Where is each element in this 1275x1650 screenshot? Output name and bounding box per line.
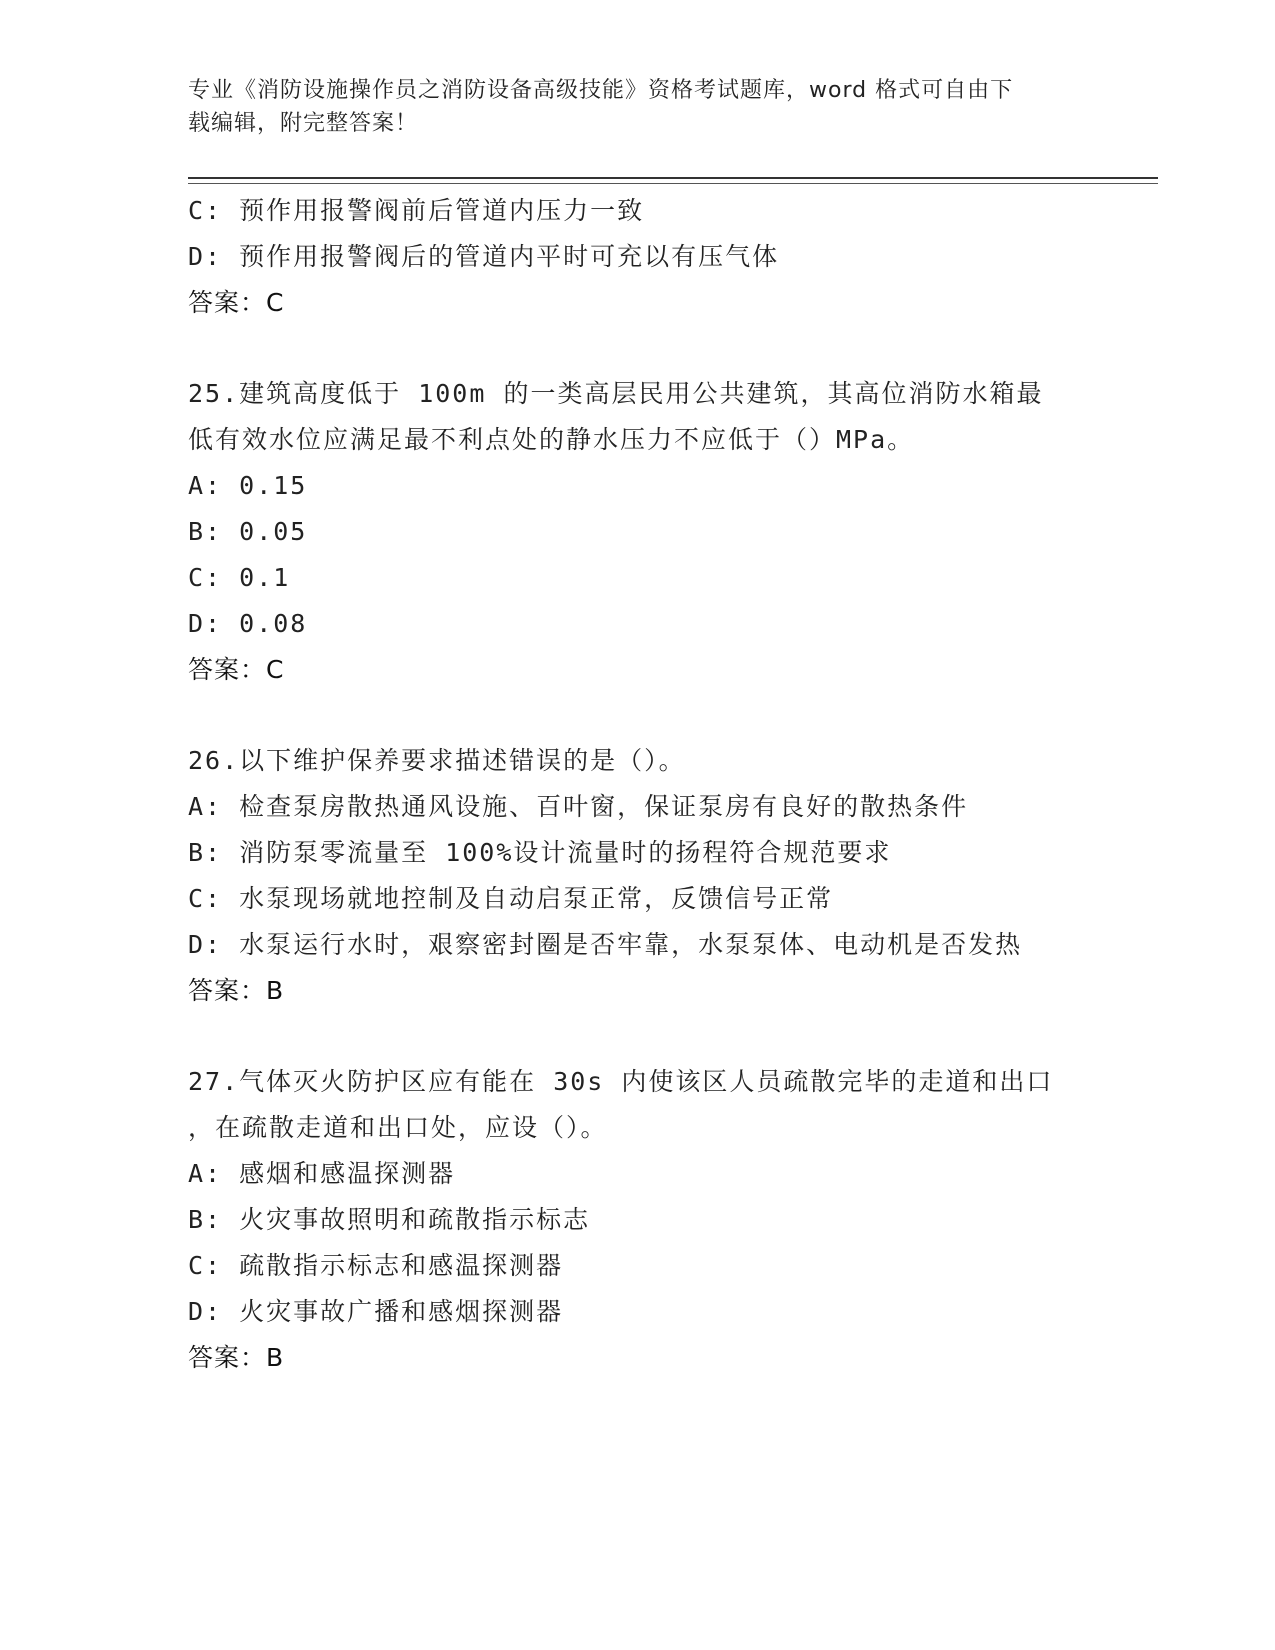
header-line-1: 专业《消防设施操作员之消防设备高级技能》资格考试题库，word 格式可自由下 [188,78,1014,103]
option-b: B: 火灾事故照明和疏散指示标志 [188,1205,591,1234]
option-c: C: 疏散指示标志和感温探测器 [188,1251,564,1280]
option-c: C: 0.1 [188,563,291,592]
answer: 答案：B [188,1343,285,1372]
option-b: B: 0.05 [188,517,308,546]
option-c: C: 预作用报警阀前后管道内压力一致 [188,196,645,225]
question-27 [188,1059,1088,1381]
option-d: D: 0.08 [188,609,308,638]
option-d: D: 水泵运行水时，艰察密封圈是否牢靠，水泵泵体、电动机是否发热 [188,930,1023,959]
question-26 [188,738,1088,1014]
document-header [188,74,1068,140]
answer: 答案：C [188,288,285,317]
option-a: A: 0.15 [188,471,308,500]
header-line-2: 载编辑，附完整答案！ [188,111,419,136]
question-stem-line-1: 27.气体灭火防护区应有能在 30s 内使该区人员疏散完毕的走道和出口 [188,1067,1054,1096]
option-a: A: 检查泵房散热通风设施、百叶窗，保证泵房有良好的散热条件 [188,792,969,821]
question-stem-line-1: 26.以下维护保养要求描述错误的是（）。 [188,746,686,775]
question-stem-line-2: 低有效水位应满足最不利点处的静水压力不应低于（）MPa。 [188,425,915,454]
spacer [188,693,1088,738]
option-a: A: 感烟和感温探测器 [188,1159,456,1188]
header-divider-thin [188,183,1158,184]
option-c: C: 水泵现场就地控制及自动启泵正常，反馈信号正常 [188,884,834,913]
question-stem-line-2: ，在疏散走道和出口处，应设（）。 [188,1113,608,1142]
question-list [188,188,1088,1381]
spacer [188,326,1088,371]
question-25 [188,371,1088,693]
question-stem-line-1: 25.建筑高度低于 100m 的一类高层民用公共建筑，其高位消防水箱最 [188,379,1044,408]
previous-question-tail [188,188,1088,326]
option-d: D: 预作用报警阀后的管道内平时可充以有压气体 [188,242,780,271]
header-divider-thick [188,177,1158,179]
option-d: D: 火灾事故广播和感烟探测器 [188,1297,564,1326]
spacer [188,1014,1088,1059]
option-b: B: 消防泵零流量至 100%设计流量时的扬程符合规范要求 [188,838,892,867]
answer: 答案：B [188,976,285,1005]
answer: 答案：C [188,655,285,684]
